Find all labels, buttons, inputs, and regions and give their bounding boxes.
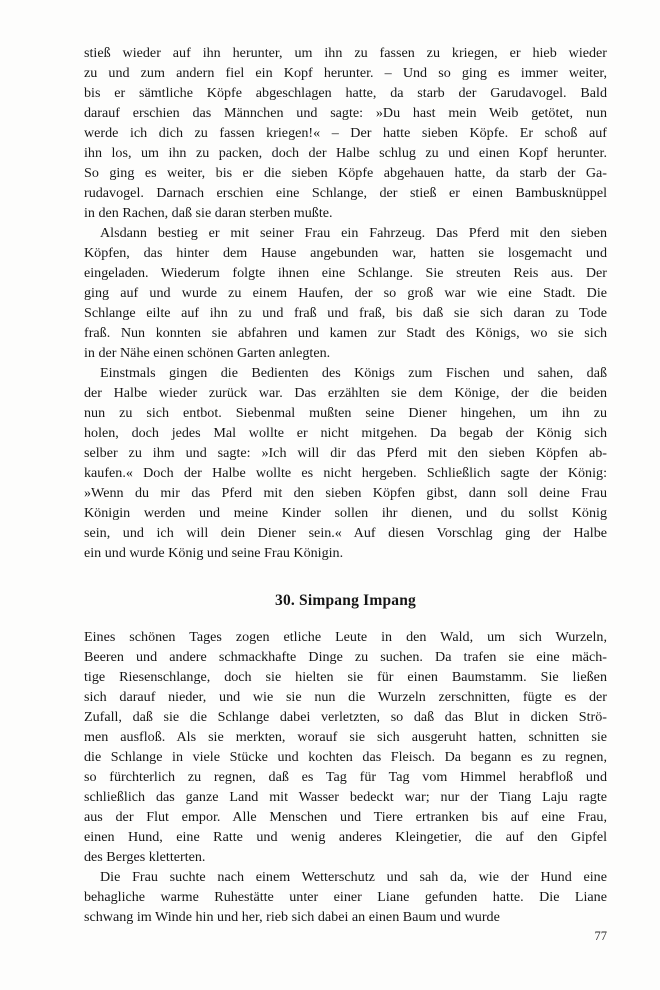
paragraph — [84, 867, 607, 927]
text-line: So ging es weiter, bis er die sieben Köpfe abgehauen hatte, da starb der Ga- — [84, 165, 607, 181]
text-line: selber zu ihm und sagte: »Ich will dir das Pferd mit den sieben Köpfen ab- — [84, 445, 607, 461]
paragraph — [84, 363, 607, 563]
text-column — [84, 43, 607, 927]
text-line: holen, doch jedes Mal wollte er nicht mitgehen. Da begab der König sich — [84, 425, 607, 441]
text-line: fraß. Nun konnten sie abfahren und kamen zur Stadt des Königs, wo sie sich — [84, 325, 607, 341]
text-line: Königin werden und meine Kinder sollen ihr dienen, und du sollst König — [84, 505, 607, 521]
text-line: Zufall, daß sie die Schlange dabei verletzten, so daß das Blut in dicken Strö- — [84, 709, 607, 725]
text-line: Schlange eilte auf ihn zu und fraß und fraß, bis daß sie sich daran zu Tode — [84, 305, 607, 321]
text-line: sich darauf nieder, und wie sie nun die Wurzeln zerschnitten, fügte es der — [84, 689, 607, 705]
text-line: Einstmals gingen die Bedienten des Königs zum Fischen und sahen, daß — [100, 365, 607, 381]
text-line: werde ich dich zu fassen kriegen!« – Der hatte sieben Köpfe. Er schoß auf — [84, 125, 607, 141]
text-line: in den Rachen, daß sie daran sterben mußte. — [84, 205, 333, 221]
text-line: behagliche warme Ruhestätte unter einer Liane gefunden hatte. Die Liane — [84, 889, 607, 905]
text-line: Alsdann bestieg er mit seiner Frau ein Fahrzeug. Das Pferd mit den sieben — [100, 225, 607, 241]
text-line: Eines schönen Tages zogen etliche Leute in den Wald, um sich Wurzeln, — [84, 629, 607, 645]
text-line: Beeren und andere schmackhafte Dinge zu suchen. Da trafen sie eine mäch- — [84, 649, 607, 665]
text-line: der Halbe wieder zurück war. Das erzählten sie dem Könige, der die beiden — [84, 385, 607, 401]
text-line: schließlich das ganze Land mit Wasser bedeckt war; nur der Tiang Laju ragte — [84, 789, 607, 805]
text-line: ein und wurde König und seine Frau Königin. — [84, 545, 344, 561]
chapter-heading: 30. Simpang Impang — [275, 592, 416, 609]
text-line: schwang im Winde hin und her, rieb sich dabei an einen Baum und wurde — [84, 909, 500, 925]
paragraph — [84, 223, 607, 363]
text-line: sein, und ich will dein Diener sein.« Auf diesen Vorschlag ging der Halbe — [84, 525, 607, 541]
paragraph — [84, 43, 607, 223]
text-line: so fürchterlich zu regnen, daß es Tag für Tag vom Himmel herabfloß und — [84, 769, 607, 785]
text-line: die Schlange in viele Stücke und kochten das Fleisch. Da begann es zu regnen, — [84, 749, 607, 765]
text-line: des Berges kletterten. — [84, 849, 206, 865]
text-line: ging auf und wurde zu einem Haufen, der so groß war wie eine Stadt. Die — [84, 285, 607, 301]
paragraph — [84, 627, 607, 867]
text-line: men ausfloß. Als sie merkten, worauf sie sich ausgeruht hatten, schnitten sie — [84, 729, 607, 745]
text-line: aus der Flut empor. Alle Menschen und Tiere ertranken bis auf eine Frau, — [84, 809, 607, 825]
text-line: Köpfen, das hinter dem Hause angebunden war, hatten sie losgemacht und — [84, 245, 607, 261]
text-line: kaufen.« Doch der Halbe wollte es nicht hergeben. Schließlich sagte der König: — [84, 465, 607, 481]
text-line: rudavogel. Darnach erschien eine Schlange, der stieß er einen Bambusknüppel — [84, 185, 607, 201]
text-line: Die Frau suchte nach einem Wetterschutz und sah da, wie der Hund eine — [100, 869, 607, 885]
text-line: »Wenn du mir das Pferd mit den sieben Köpfen gibst, dann soll deine Frau — [84, 485, 607, 501]
text-line: bis er sämtliche Köpfe abgeschlagen hatte, da starb der Garudavogel. Bald — [84, 85, 607, 101]
text-line: einen Hund, eine Ratte und wenig anderes Kleingetier, die auf den Gipfel — [84, 829, 607, 845]
text-line: eingeladen. Wiederum folgte ihnen eine Schlange. Sie streuten Reis aus. Der — [84, 265, 607, 281]
text-line: ihn los, um ihn zu packen, doch der Halbe schlug zu und einen Kopf herunter. — [84, 145, 607, 161]
text-line: nun zu sich entbot. Siebenmal mußten seine Diener hingehen, um ihn zu — [84, 405, 607, 421]
text-line: stieß wieder auf ihn herunter, um ihn zu fassen zu kriegen, er hieb wieder — [84, 45, 607, 61]
page-number: 77 — [594, 929, 607, 943]
text-line: tige Riesenschlange, doch sie hielten sie für einen Baumstamm. Sie ließen — [84, 669, 607, 685]
text-line: darauf erschien das Männchen und sagte: »Du hast mein Weib getötet, nun — [84, 105, 607, 121]
text-line: in der Nähe einen schönen Garten anlegten. — [84, 345, 331, 361]
text-line: zu und zum andern fiel ein Kopf herunter. – Und so ging es immer weiter, — [84, 65, 607, 81]
